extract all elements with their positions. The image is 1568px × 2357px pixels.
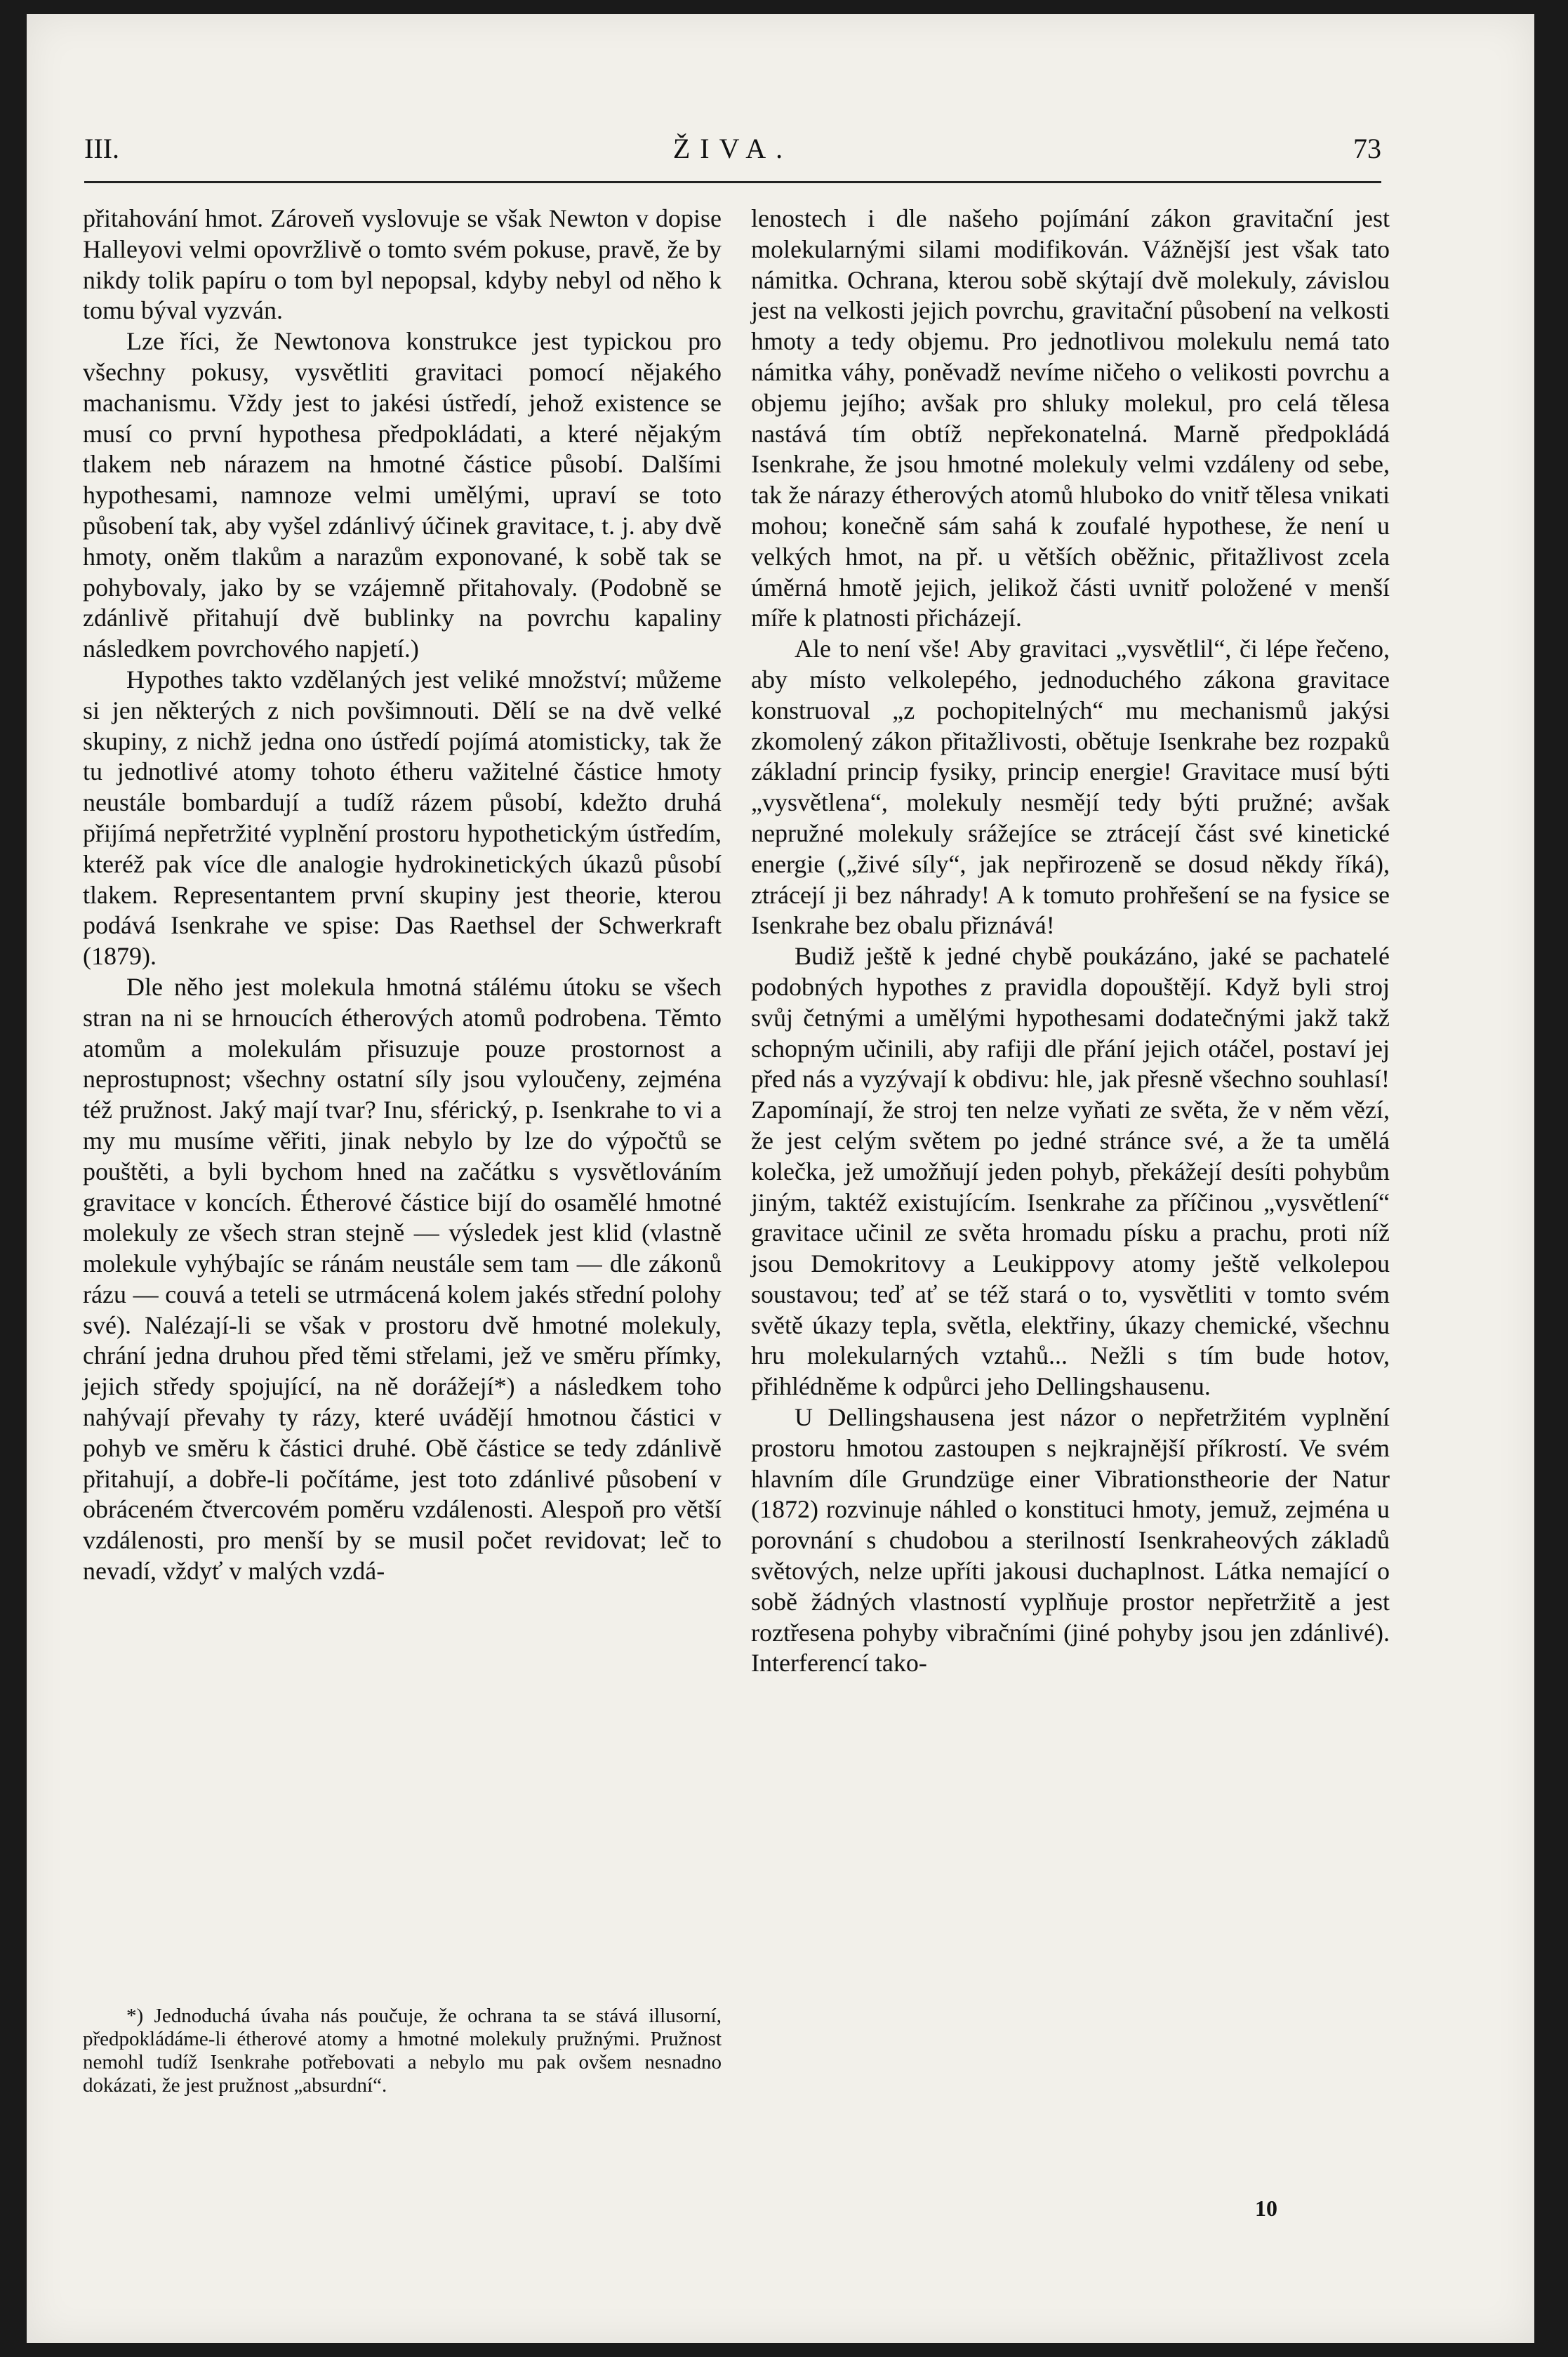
right-column [751,204,1390,1679]
footnote [83,2005,722,2097]
paragraph: Hypothes takto vzdělaných jest veliké množství; můžeme si jen některých z nich povšimnouti. Dělí se na dvě velké skupiny, z nichž jedna ono ústředí pojímá atomisticky, tak že tu jednotlivé atomy tohoto étheru važitelné částice hmoty neustále bombardují a tudíž rázem působí, kdežto druhá přijímá nepřetržité vyplnění prostoru hypothetickým ústředím, kteréž pak více dle analogie hydrokinetických úkazů působí tlakem. Representantem první skupiny jest theorie, kterou podává Isenkrahe ve spise: Das Raethsel der Schwerkraft (1879). [83,665,722,971]
paragraph: U Dellingshausena jest názor o nepřetržitém vyplnění prostoru hmotou zastoupen s nejkrajnější příkrostí. Ve svém hlavním díle Grundzüge einer Vibrationstheorie der Natur (1872) rozvinuje náhled o konstituci hmoty, jemuž, zejména u porovnání s chudobou a sterilností Isenkraheových základů světových, nelze upříti jakousi duchaplnost. Látka nemající o sobě žádných vlastností vyplňuje prostor nepřetržitě a jest roztřesena pohyby vibračními (jiné pohyby jsou jen zdánlivé). Interferencí tako- [751,1403,1390,1678]
header-rule [84,181,1381,183]
page [27,14,1534,2343]
journal-title: ŽIVA. [672,133,793,164]
paragraph: přitahování hmot. Zároveň vyslovuje se však Newton v dopise Halleyovi velmi opovržlivě o tomto svém pokuse, pravě, že by nikdy tolik papíru o tom byl nepopsal, kdyby nebyl od něho k tomu býval vyzván. [83,204,722,325]
printer-signature-mark: 10 [1255,2196,1277,2221]
paragraph: Budiž ještě k jedné chybě poukázáno, jaké se pachatelé podobných hypothes z pravidla dopouštějí. Když byli stroj svůj četnými a umělými hypothesami dodatečnými jakž takž schopným učinili, aby rafiji dle přání jejich otáčel, postaví jej před nás a vyzývají k obdivu: hle, jak přesně všechno souhlasí! Zapomínají, že stroj ten nelze vyňati ze světa, že v něm vězí, že jest celým světem po jedné stránce své, a že ta umělá kolečka, jež umožňují jeden pohyb, překážejí desíti pohybům jiným, taktéž existujícím. Isenkrahe za příčinou „vysvětlení“ gravitace učinil ze světa hromadu písku a prachu, proti níž jsou Demokritovy a Leukippovy atomy ještě velkolepou soustavou; teď ať se též stará o to, vysvětliti v tomto svém světě úkazy tepla, světla, elektřiny, úkazy chemické, všechnu hru molekularných vztahů... Nežli s tím bude hotov, přihlédněme k odpůrci jeho Dellingshausenu. [751,942,1390,1401]
page-number: 73 [1353,133,1381,164]
paragraph: Dle něho jest molekula hmotná stálému útoku se všech stran na ni se hrnoucích étherových atomů podrobena. Těmto atomům a molekulám přisuzuje pouze prostornost a neprostupnost; všechny ostatní síly jsou vyloučeny, zejména též pružnost. Jaký mají tvar? Inu, sférický, p. Isenkrahe to vi a my mu musíme věřiti, jinak nebylo by lze do výpočtů se pouštěti, a byli bychom hned na začátku s vysvětlováním gravitace v koncích. Étherové částice bijí do osamělé hmotné molekuly ze všech stran stejně — výsledek jest klid (vlastně molekule vyhýbajíc se ránám neustále sem tam — dle zákonů rázu — couvá a teteli se utrmácená kolem jakés střední polohy své). Nalézají-li se však v prostoru dvě hmotné molekuly, chrání jedna druhou před těmi střelami, jež ve směru přímky, jejich středy spojující, na ně dorážejí*) a následkem toho nahývají převahy ty rázy, které uvádějí hmotnou částici v pohyb ve směru k částici druhé. Obě částice se tedy zdánlivě přitahují, a dobře-li počítáme, jest toto zdánlivé působení v obráceném čtvercovém poměru vzdálenosti. Alespoň pro větší vzdálenosti, pro menší by se musil počet revidovat; leč to nevadí, vždyť v malých vzdá- [83,972,722,1586]
paragraph: Ale to není vše! Aby gravitaci „vysvětlil“, či lépe řečeno, aby místo velkolepého, jednoduchého zákona gravitace konstruoval „z pochopitelných“ mu mechanismů jakýsi zkomolený zákon přitažlivosti, obětuje Isenkrahe bez rozpaků základní princip fysiky, princip energie! Gravitace musí býti „vysvětlena“, molekuly nesmějí tedy býti pružné; avšak nepružné molekuly srážejíce se ztrácejí část své kinetické energie („živé síly“, jak nepřirozeně se dosud někdy říká), ztrácejí ji bez náhrady! A k tomuto prohřešení se na fysice se Isenkrahe bez obalu přiznává! [751,635,1390,940]
paragraph: lenostech i dle našeho pojímání zákon gravitační jest molekularnými silami modifikován. Vážnější jest však tato námitka. Ochrana, kterou sobě skýtají dvě molekuly, závislou jest na velkosti jejich povrchu, gravitační působení na velkosti hmoty a tedy objemu. Pro jednotlivou molekulu nemá tato námitka váhy, poněvadž nevíme ničeho o velikosti povrchu a objemu jejího; avšak pro shluky molekul, pro celá tělesa nastává tím obtíž nepřekonatelná. Marně předpokládá Isenkrahe, že jsou hmotné molekuly velmi vzdáleny od sebe, tak že nárazy étherových atomů hluboko do vnitř tělesa vnikati mohou; konečně sám sahá k zoufalé hypothese, že není u velkých hmot, na př. u větších oběžnic, přitažlivost zcela úměrná hmotě jejich, jelikož části uvnitř položené v menší míře k platnosti přicházejí. [751,204,1390,632]
running-header [84,119,1381,168]
volume-number: III. [84,133,119,164]
paragraph: Lze říci, že Newtonova konstrukce jest typickou pro všechny pokusy, vysvětliti gravitaci pomocí nějakého machanismu. Vždy jest to jakési ústředí, jehož existence se musí co první hypothesa předpokládati, a které nějakým tlakem neb nárazem na hmotné částice působí. Dalšími hypothesami, namnoze velmi umělými, upraví se toto působení tak, aby vyšel zdánlivý účinek gravitace, t. j. aby dvě hmoty, oněm tlakům a narazům exponované, k sobě tak se pohybovaly, jako by se vzájemně přitahovaly. (Podobně se zdánlivě přitahují dvě bublinky na povrchu kapaliny následkem povrchového napjetí.) [83,327,722,663]
footnote-text: *) Jednoduchá úvaha nás poučuje, že ochrana ta se stává illusorní, předpokládáme-li étherové atomy a hmotné molekuly pružnými. Pružnost nemohl tudíž Isenkrahe potřebovati a nebylo mu pak ovšem nesnadno dokázati, že jest pružnost „absurdní“. [83,2005,722,2097]
left-column [83,204,722,1587]
